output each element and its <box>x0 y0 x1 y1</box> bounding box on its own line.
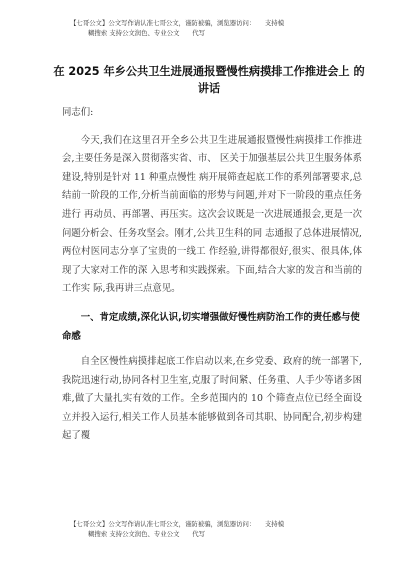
page-header-notice <box>70 18 390 38</box>
section-heading-1: 一、肯定成绩,深化认识,切实增强做好慢性病防治工作的责任感与使命感 <box>62 311 360 342</box>
salutation: 同志们: <box>62 107 94 118</box>
document-body <box>62 104 362 446</box>
header-line-1: 【七哥公文】公文写作请认准七哥公文，谨防被骗，浏览器访问： 支持模 <box>70 19 285 27</box>
page-footer-notice <box>70 519 390 539</box>
paragraph-1: 今天,我们在这里召开全乡公共卫生进展通报暨慢性病摸排工作推进会,主要任务是深入贯彻落实省、市、 区关于加强基层公共卫生服务体系建设,特别是针对 11 种重点慢性 病开展筛查起底工作的系列部署要求,总结前一阶段的工作,分析当前面临的形势与问题,并对下一阶段的重点任务进行 再动员、再部署、再压实。这次会议既是一次进展通报会,更是一次问题分析会、任务攻坚会。刚才,公共卫生科的同 志通报了总体进展情况,两位村医同志分享了宝贵的一线工 作经验,讲得都很好,很实、很具体,体现了大家对工作的深 入思考和实践探索。下面,结合大家的发言和当前的工作实 际,我再讲三点意见。 <box>62 134 362 295</box>
paragraph-2: 自全区慢性病摸排起底工作启动以来,在乡党委、政府的统一部署下,我院迅速行动,协同各村卫生室,克服了时间紧、任务重、人手少等诸多困难,做了大量扎实有效的工作。全乡范围内的 10 个筛查点位已经全面设立并投入运行,相关工作人员基本能够做到各司其职、协同配合,初步构建起了覆 <box>62 355 362 442</box>
footer-line-1: 【七哥公文】公文写作请认准七哥公文，谨防被骗，浏览器访问： 支持模 <box>70 520 285 528</box>
document-title: 在 2025 年乡公共卫生进展通报暨慢性病摸排工作推进会上 的讲话 <box>53 65 365 95</box>
header-line-2: 糊搜索 支持公文润色、专业公文 代写 <box>88 29 206 37</box>
footer-line-2: 糊搜索 支持公文润色、专业公文 代写 <box>88 530 206 538</box>
